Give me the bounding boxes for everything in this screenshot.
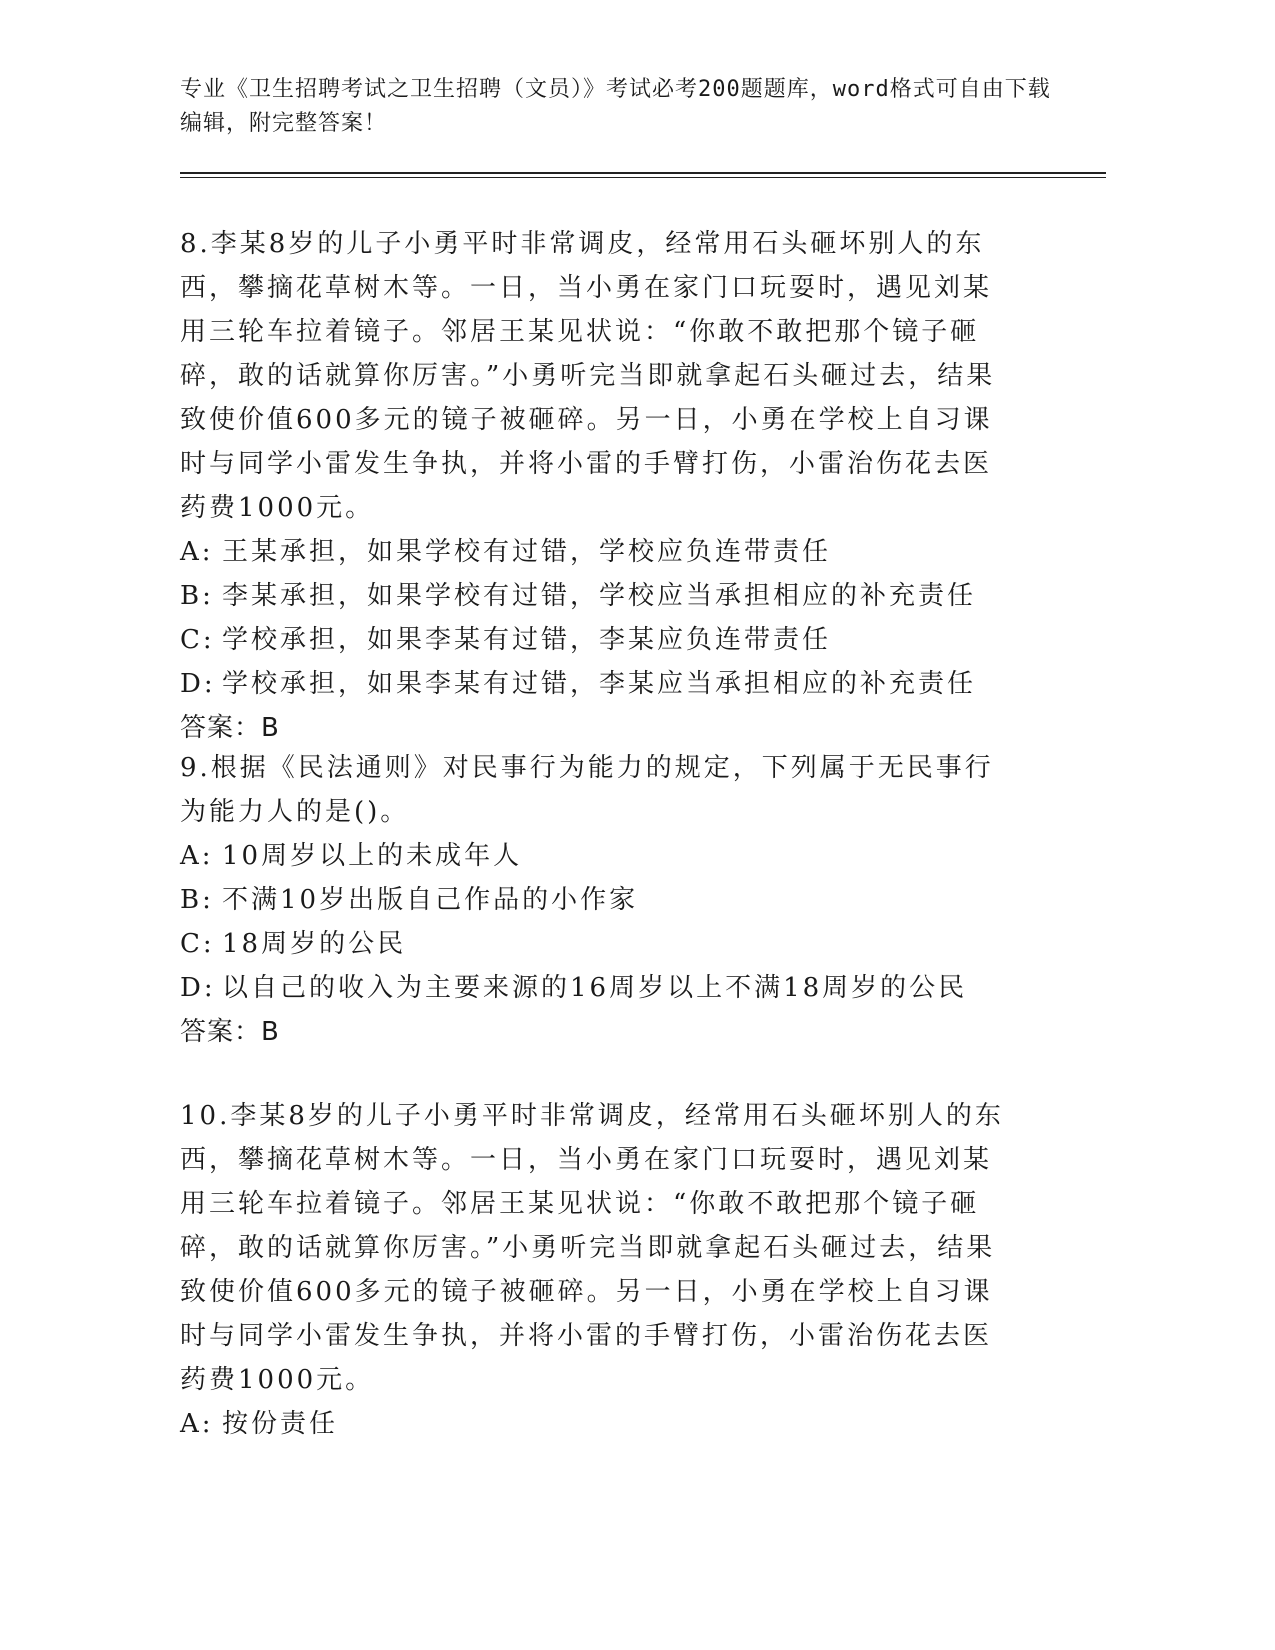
question-10 — [180, 1094, 1020, 1446]
option-text: 王某承担，如果学校有过错，学校应负连带责任 — [222, 537, 832, 567]
option-key: B: — [180, 885, 214, 915]
option-key: A: — [180, 537, 214, 567]
option-key: D: — [180, 973, 216, 1003]
question-stem: 8.李某8岁的儿子小勇平时非常调皮，经常用石头砸坏别人的东西，攀摘花草树木等。一日，当小勇在家门口玩耍时，遇见刘某用三轮车拉着镜子。邻居王某见状说：“你敢不敢把那个镜子砸碎，敢的话就算你厉害。”小勇听完当即就拿起石头砸过去，结果致使价值600多元的镜子被砸碎。另一日，小勇在学校上自习课时与同学小雷发生争执，并将小雷的手臂打伤，小雷治伤花去医药费1000元。 — [180, 229, 996, 523]
question-9 — [180, 746, 1020, 1054]
option-text: 以自己的收入为主要来源的16周岁以上不满18周岁的公民 — [222, 973, 968, 1003]
option-key: C: — [180, 929, 215, 959]
option-a — [180, 530, 1020, 574]
question-8 — [180, 222, 1020, 750]
option-c — [180, 618, 1020, 662]
option-text: 不满10岁出版自己作品的小作家 — [222, 885, 639, 915]
option-b — [180, 574, 1020, 618]
option-key: D: — [180, 669, 216, 699]
option-a — [180, 1402, 1020, 1446]
option-c — [180, 922, 1020, 966]
option-key: A: — [180, 841, 214, 871]
document-header: 专业《卫生招聘考试之卫生招聘（文员）》考试必考200题题库，word格式可自由下载编辑，附完整答案！ — [180, 77, 1051, 136]
option-a — [180, 834, 1020, 878]
question-stem: 10.李某8岁的儿子小勇平时非常调皮，经常用石头砸坏别人的东西，攀摘花草树木等。一日，当小勇在家门口玩耍时，遇见刘某用三轮车拉着镜子。邻居王某见状说：“你敢不敢把那个镜子砸碎，敢的话就算你厉害。”小勇听完当即就拿起石头砸过去，结果致使价值600多元的镜子被砸碎。另一日，小勇在学校上自习课时与同学小雷发生争执，并将小雷的手臂打伤，小雷治伤花去医药费1000元。 — [180, 1101, 1004, 1395]
option-b — [180, 878, 1020, 922]
option-text: 按份责任 — [222, 1409, 339, 1439]
answer-line: 答案：B — [180, 713, 280, 743]
option-text: 10周岁以上的未成年人 — [222, 841, 523, 871]
option-d — [180, 966, 1020, 1010]
option-key: C: — [180, 625, 215, 655]
answer-line: 答案：B — [180, 1017, 280, 1047]
option-key: A: — [180, 1409, 214, 1439]
option-key: B: — [180, 581, 214, 611]
option-d — [180, 662, 1020, 706]
question-stem: 9.根据《民法通则》对民事行为能力的规定，下列属于无民事行为能力人的是()。 — [180, 753, 994, 827]
option-text: 李某承担，如果学校有过错，学校应当承担相应的补充责任 — [222, 581, 977, 611]
option-text: 学校承担，如果李某有过错，李某应负连带责任 — [222, 625, 832, 655]
option-text: 学校承担，如果李某有过错，李某应当承担相应的补充责任 — [222, 669, 977, 699]
option-text: 18周岁的公民 — [222, 929, 407, 959]
header-rule-thin — [180, 177, 1106, 178]
header-rule-thick — [180, 172, 1106, 174]
